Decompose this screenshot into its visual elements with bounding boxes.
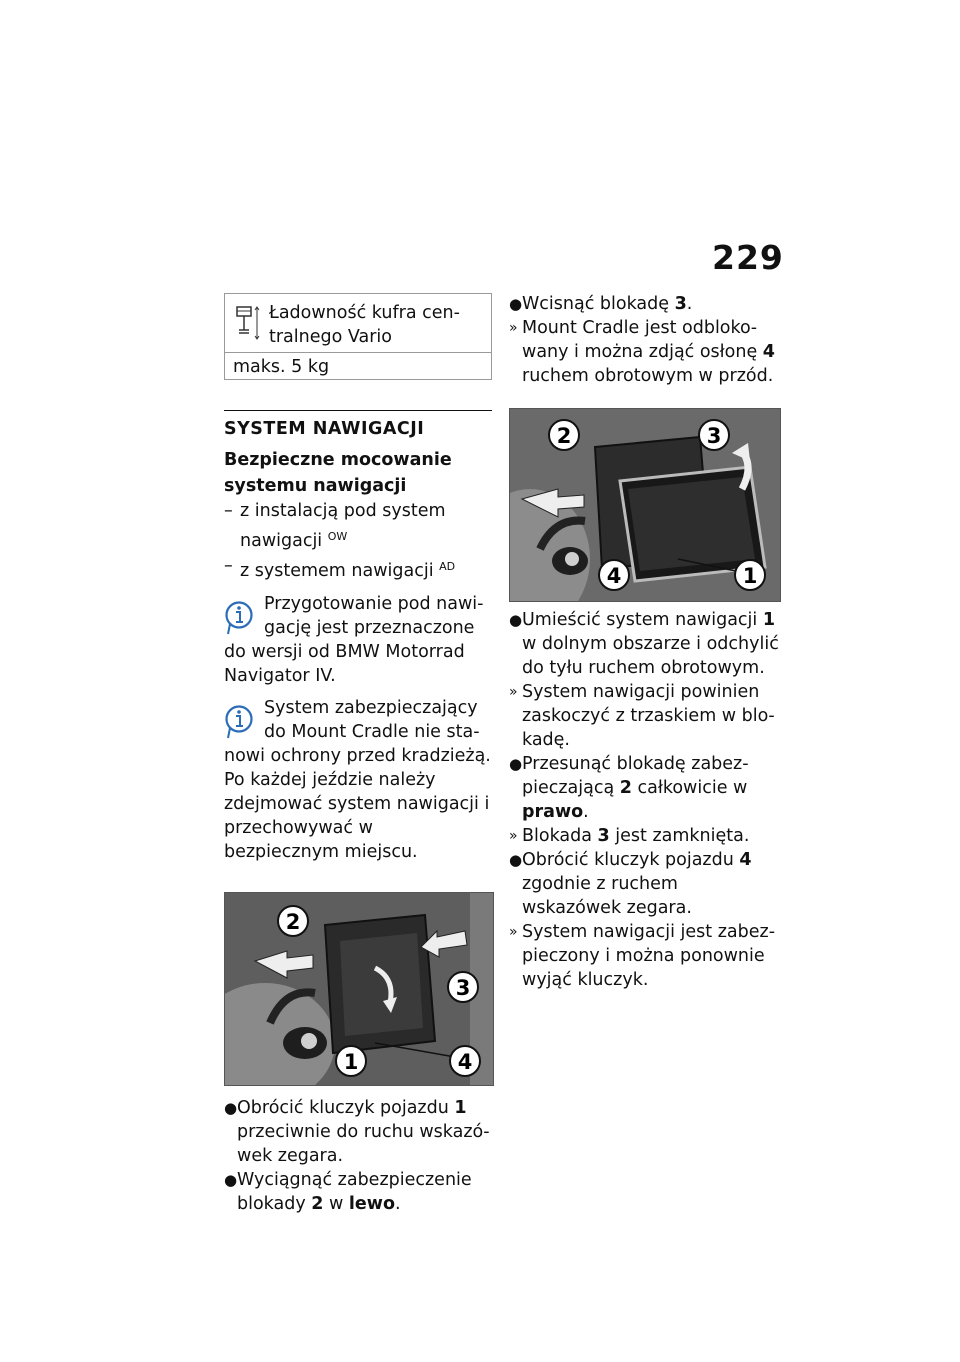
spec-header — [225, 294, 491, 353]
action-bullet: ● — [224, 1099, 238, 1117]
step-action: ● Obrócić kluczyk pojazdu 1 przeciwnie do ruchu wskazówek zegara. — [224, 1098, 490, 1166]
step-action: ● Przesunąć blokadę zabezpieczającą 2 całkowicie w prawo. — [509, 754, 749, 822]
svg-text:1: 1 — [343, 1050, 359, 1074]
callout-1 — [735, 560, 765, 590]
load-spec-table — [224, 293, 492, 380]
weight-load-icon — [235, 304, 261, 342]
info-icon — [224, 702, 254, 742]
action-bullet: ● — [509, 611, 523, 629]
svg-text:3: 3 — [706, 424, 722, 448]
dash-marker: – — [224, 556, 233, 576]
action-bullet: ● — [224, 1171, 238, 1189]
svg-text:2: 2 — [285, 910, 301, 934]
navigation-install-illustration — [510, 409, 780, 601]
result-marker: » — [509, 684, 518, 700]
step-result: » System nawigacji powinien zaskoczyć z trzaskiem w blokadę. — [509, 682, 775, 750]
note-text: Przygotowanie pod nawigację jest przeznaczone do wersji od BMW Motorrad Navigator IV. — [224, 594, 484, 686]
left-column — [224, 293, 492, 1216]
svg-text:2: 2 — [556, 424, 572, 448]
action-bullet: ● — [509, 295, 523, 313]
svg-text:4: 4 — [457, 1050, 473, 1074]
callout-3 — [448, 972, 478, 1002]
callout-4 — [450, 1046, 480, 1076]
info-note — [224, 592, 492, 688]
step-action: ● Obrócić kluczyk pojazdu 4 zgodnie z ruchem wskazówek zegara. — [509, 850, 752, 918]
prerequisite-item — [224, 554, 492, 584]
prerequisite-text: z systemem nawigacji — [240, 561, 434, 581]
action-bullet: ● — [509, 851, 523, 869]
step-action: ● Wcisnąć blokadę 3. — [509, 294, 693, 314]
note-text: System zabezpieczający do Mount Cradle nie stanowi ochrony przed kradzieżą. Po każdej jeździe należy zdejmować system nawigacji i przechowywać w bezpiecznym miejscu. — [224, 698, 491, 862]
step-result: » Mount Cradle jest odblokowany i można zdjąć osłonę 4 ruchem obrotowym w przód. — [509, 318, 775, 386]
svg-text:1: 1 — [742, 564, 758, 588]
result-marker: » — [509, 320, 518, 336]
section-title: SYSTEM NAWIGACJI — [224, 410, 492, 441]
subsection-title: Bezpieczne mocowanie systemu nawigacji — [224, 450, 452, 496]
action-bullet: ● — [509, 755, 523, 773]
result-marker: » — [509, 924, 518, 940]
prerequisite-code: OW — [327, 530, 348, 543]
callout-1 — [336, 1046, 366, 1076]
dash-marker: – — [224, 501, 233, 521]
spec-value: maks. 5 kg — [233, 357, 330, 377]
step-result: » System nawigacji jest zabezpieczony i można ponownie wyjąć kluczyk. — [509, 922, 776, 990]
svg-text:3: 3 — [455, 976, 471, 1000]
prerequisite-item — [224, 499, 492, 554]
step-action: ● Wyciągnąć zabezpieczenie blokady 2 w lewo. — [224, 1170, 472, 1214]
mount-cradle-figure — [224, 892, 494, 1086]
result-marker: » — [509, 828, 518, 844]
right-column — [509, 292, 781, 992]
step-result: » Blokada 3 jest zamknięta. — [509, 826, 750, 846]
callout-2 — [278, 906, 308, 936]
prerequisite-text: z instalacją pod system nawigacji — [240, 501, 446, 551]
callout-2 — [549, 420, 579, 450]
navigation-install-figure — [509, 408, 781, 602]
info-icon — [224, 598, 254, 638]
info-note — [224, 696, 492, 864]
step-action: ● Umieścić system nawigacji 1 w dolnym obszarze i odchylić do tyłu ruchem obrotowym. — [509, 610, 779, 678]
svg-text:4: 4 — [606, 564, 622, 588]
spec-label: Ładowność kufra centralnego Vario — [269, 303, 460, 347]
callout-4 — [599, 560, 629, 590]
prerequisite-code: AD — [439, 560, 456, 573]
mount-cradle-illustration — [225, 893, 493, 1085]
page-number: 229 — [712, 238, 784, 277]
callout-3 — [699, 420, 729, 450]
